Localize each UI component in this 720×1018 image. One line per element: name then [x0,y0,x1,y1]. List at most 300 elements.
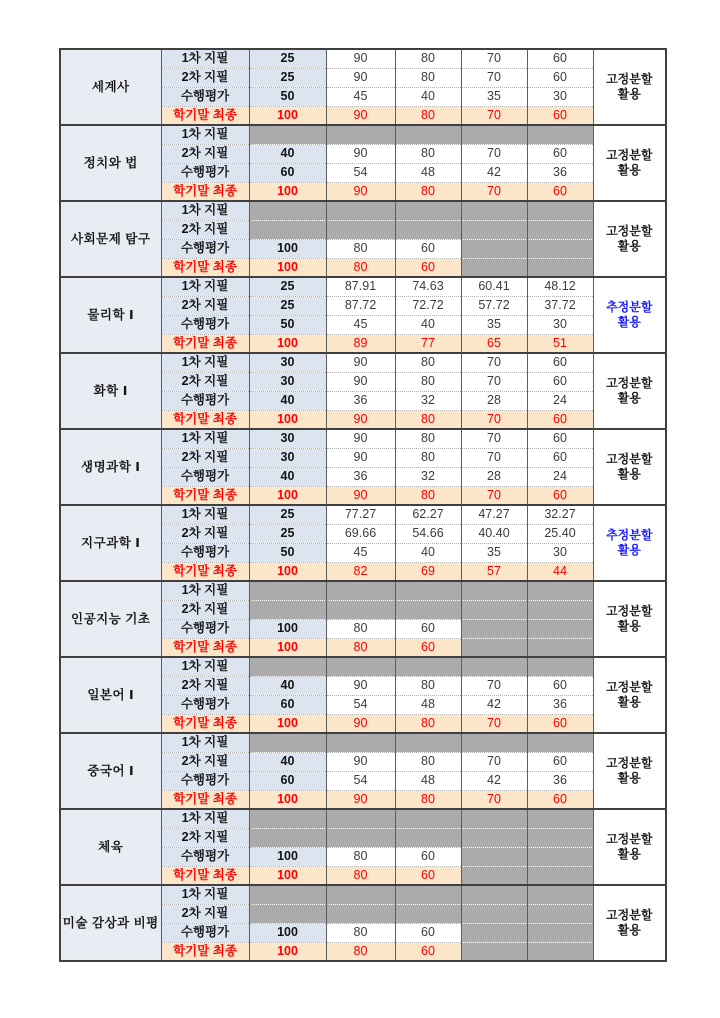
score-cell: 48 [395,163,461,182]
score-cell [326,885,395,904]
ratio-cell: 100 [249,334,326,353]
score-cell: 80 [326,619,395,638]
table-row [60,581,666,600]
row-label-cell: 학기말 최종 [161,182,249,201]
subject-cell: 미술 감상과 비평 [60,885,161,961]
row-label-cell: 학기말 최종 [161,714,249,733]
score-cell [527,239,593,258]
ratio-cell: 100 [249,638,326,657]
score-cell [527,201,593,220]
score-cell [461,923,527,942]
row-label-cell: 1차 지필 [161,429,249,448]
row-label-cell: 수행평가 [161,771,249,790]
row-label-cell: 수행평가 [161,391,249,410]
score-cell: 60 [527,714,593,733]
score-cell [326,657,395,676]
table-row [60,733,666,752]
split-method-cell: 고정분할 활용 [593,809,666,885]
subject-cell: 지구과학 Ⅰ [60,505,161,581]
score-cell: 70 [461,372,527,391]
score-cell: 60 [527,182,593,201]
score-cell [326,600,395,619]
row-label-cell: 2차 지필 [161,828,249,847]
ratio-cell: 100 [249,923,326,942]
ratio-cell: 25 [249,68,326,87]
ratio-cell [249,828,326,847]
score-cell [461,239,527,258]
score-cell [461,942,527,961]
score-cell: 90 [326,752,395,771]
score-cell: 90 [326,448,395,467]
score-cell [395,657,461,676]
document-page [59,48,667,962]
row-label-cell: 2차 지필 [161,600,249,619]
row-label-cell: 수행평가 [161,467,249,486]
score-cell: 32 [395,467,461,486]
score-cell: 90 [326,714,395,733]
score-cell: 65 [461,334,527,353]
row-label-cell: 1차 지필 [161,201,249,220]
score-cell [461,733,527,752]
split-method-cell: 추정분할 활용 [593,505,666,581]
score-cell: 60 [527,486,593,505]
score-cell: 32.27 [527,505,593,524]
row-label-cell: 2차 지필 [161,448,249,467]
ratio-cell: 50 [249,87,326,106]
score-cell: 60 [527,448,593,467]
score-cell: 89 [326,334,395,353]
score-cell: 70 [461,752,527,771]
row-label-cell: 1차 지필 [161,581,249,600]
score-cell [527,657,593,676]
score-cell [326,828,395,847]
score-cell [326,904,395,923]
score-cell: 37.72 [527,296,593,315]
ratio-cell: 25 [249,505,326,524]
row-label-cell: 수행평가 [161,87,249,106]
score-cell: 70 [461,353,527,372]
row-label-cell: 1차 지필 [161,49,249,68]
score-cell [326,125,395,144]
split-method-cell: 고정분할 활용 [593,49,666,125]
row-label-cell: 수행평가 [161,315,249,334]
score-cell: 28 [461,391,527,410]
ratio-cell: 100 [249,410,326,429]
score-cell [395,201,461,220]
score-cell: 60 [395,619,461,638]
score-cell [461,258,527,277]
subject-cell: 화학 Ⅰ [60,353,161,429]
ratio-cell [249,125,326,144]
score-cell: 60 [395,847,461,866]
ratio-cell: 100 [249,182,326,201]
row-label-cell: 1차 지필 [161,657,249,676]
score-cell: 60 [395,866,461,885]
ratio-cell: 100 [249,562,326,581]
ratio-cell: 40 [249,144,326,163]
row-label-cell: 수행평가 [161,847,249,866]
score-cell [527,809,593,828]
ratio-cell [249,657,326,676]
score-cell [527,885,593,904]
table-row [60,49,666,68]
score-cell: 60 [395,258,461,277]
row-label-cell: 학기말 최종 [161,638,249,657]
score-cell [395,220,461,239]
score-cell [527,258,593,277]
score-cell: 90 [326,486,395,505]
ratio-cell: 50 [249,543,326,562]
subject-cell: 인공지능 기초 [60,581,161,657]
score-cell: 80 [326,239,395,258]
score-cell: 36 [326,391,395,410]
ratio-cell: 25 [249,49,326,68]
score-cell [461,657,527,676]
score-cell: 87.91 [326,277,395,296]
score-cell [527,828,593,847]
score-cell: 74.63 [395,277,461,296]
score-cell [527,220,593,239]
score-cell: 70 [461,429,527,448]
score-cell: 70 [461,448,527,467]
score-cell: 60 [527,410,593,429]
score-cell: 60 [527,676,593,695]
row-label-cell: 2차 지필 [161,752,249,771]
row-label-cell: 2차 지필 [161,144,249,163]
score-cell: 82 [326,562,395,581]
score-cell: 42 [461,163,527,182]
row-label-cell: 2차 지필 [161,524,249,543]
split-method-cell: 고정분할 활용 [593,885,666,961]
score-cell [395,125,461,144]
row-label-cell: 수행평가 [161,695,249,714]
subject-cell: 중국어 Ⅰ [60,733,161,809]
score-cell: 60 [527,790,593,809]
score-cell [326,220,395,239]
score-cell: 70 [461,714,527,733]
row-label-cell: 학기말 최종 [161,334,249,353]
ratio-cell: 40 [249,391,326,410]
score-cell [395,828,461,847]
score-cell: 80 [395,410,461,429]
ratio-cell: 100 [249,714,326,733]
row-label-cell: 1차 지필 [161,353,249,372]
score-cell: 42 [461,771,527,790]
ratio-cell [249,885,326,904]
row-label-cell: 학기말 최종 [161,866,249,885]
score-cell: 80 [395,790,461,809]
score-cell: 54.66 [395,524,461,543]
score-cell: 35 [461,543,527,562]
score-cell: 80 [395,49,461,68]
score-cell: 60 [527,49,593,68]
score-cell [527,600,593,619]
ratio-cell [249,600,326,619]
score-cell: 36 [527,771,593,790]
ratio-cell: 50 [249,315,326,334]
score-cell: 60 [395,638,461,657]
split-method-cell: 추정분할 활용 [593,277,666,353]
score-cell [461,619,527,638]
score-cell: 60 [527,68,593,87]
table-row [60,429,666,448]
score-cell: 48 [395,771,461,790]
score-cell: 42 [461,695,527,714]
ratio-cell: 100 [249,106,326,125]
score-cell [395,885,461,904]
row-label-cell: 수행평가 [161,923,249,942]
score-cell: 90 [326,410,395,429]
score-cell: 80 [395,448,461,467]
score-cell: 80 [395,752,461,771]
ratio-cell: 25 [249,524,326,543]
score-cell: 80 [395,372,461,391]
score-cell [461,885,527,904]
table-row [60,505,666,524]
row-label-cell: 수행평가 [161,619,249,638]
score-cell: 70 [461,68,527,87]
score-cell: 90 [326,353,395,372]
score-cell: 69.66 [326,524,395,543]
score-cell: 80 [326,258,395,277]
score-cell: 90 [326,144,395,163]
row-label-cell: 학기말 최종 [161,106,249,125]
ratio-cell: 25 [249,296,326,315]
score-cell [461,847,527,866]
score-cell: 70 [461,410,527,429]
grade-ratio-table [59,48,667,962]
score-cell [395,581,461,600]
ratio-cell: 100 [249,486,326,505]
score-cell: 80 [395,353,461,372]
split-method-cell: 고정분할 활용 [593,353,666,429]
row-label-cell: 학기말 최종 [161,790,249,809]
row-label-cell: 2차 지필 [161,220,249,239]
subject-cell: 세계사 [60,49,161,125]
ratio-cell: 100 [249,619,326,638]
score-cell: 44 [527,562,593,581]
score-cell: 90 [326,790,395,809]
score-cell [461,201,527,220]
ratio-cell: 60 [249,163,326,182]
score-cell [326,809,395,828]
row-label-cell: 수행평가 [161,239,249,258]
score-cell: 80 [395,68,461,87]
row-label-cell: 1차 지필 [161,809,249,828]
row-label-cell: 학기말 최종 [161,410,249,429]
ratio-cell [249,220,326,239]
ratio-cell: 30 [249,372,326,391]
score-cell: 54 [326,163,395,182]
score-cell: 45 [326,87,395,106]
score-cell [461,638,527,657]
ratio-cell [249,581,326,600]
score-cell: 80 [395,714,461,733]
score-cell [395,809,461,828]
score-cell [326,733,395,752]
score-cell: 70 [461,106,527,125]
score-cell: 36 [326,467,395,486]
score-cell: 62.27 [395,505,461,524]
score-cell: 48 [395,695,461,714]
score-cell: 24 [527,391,593,410]
score-cell [395,733,461,752]
score-cell: 77.27 [326,505,395,524]
split-method-cell: 고정분할 활용 [593,581,666,657]
split-method-cell: 고정분할 활용 [593,429,666,505]
row-label-cell: 학기말 최종 [161,258,249,277]
score-cell: 35 [461,315,527,334]
subject-cell: 생명과학 Ⅰ [60,429,161,505]
score-cell: 77 [395,334,461,353]
score-cell: 40 [395,543,461,562]
ratio-cell: 40 [249,752,326,771]
table-row [60,353,666,372]
table-row [60,809,666,828]
ratio-cell: 60 [249,695,326,714]
ratio-cell: 30 [249,448,326,467]
ratio-cell: 100 [249,942,326,961]
subject-cell: 정치와 법 [60,125,161,201]
row-label-cell: 2차 지필 [161,68,249,87]
score-cell: 87.72 [326,296,395,315]
score-cell: 54 [326,695,395,714]
row-label-cell: 1차 지필 [161,277,249,296]
row-label-cell: 2차 지필 [161,904,249,923]
score-cell: 80 [395,144,461,163]
score-cell: 80 [395,676,461,695]
split-method-cell: 고정분할 활용 [593,733,666,809]
score-cell: 90 [326,106,395,125]
score-cell [326,201,395,220]
score-cell [326,581,395,600]
score-cell: 70 [461,144,527,163]
score-cell [461,904,527,923]
score-cell [527,866,593,885]
score-cell: 90 [326,372,395,391]
score-cell: 60.41 [461,277,527,296]
row-label-cell: 2차 지필 [161,372,249,391]
subject-cell: 물리학 Ⅰ [60,277,161,353]
score-cell [461,866,527,885]
ratio-cell: 30 [249,353,326,372]
score-cell: 60 [395,942,461,961]
score-cell: 80 [395,106,461,125]
ratio-cell: 100 [249,239,326,258]
score-cell: 32 [395,391,461,410]
row-label-cell: 1차 지필 [161,125,249,144]
score-cell: 60 [527,353,593,372]
table-row [60,125,666,144]
score-cell [395,600,461,619]
split-method-cell: 고정분할 활용 [593,201,666,277]
score-cell [527,638,593,657]
row-label-cell: 학기말 최종 [161,486,249,505]
score-cell: 60 [527,372,593,391]
score-cell [461,220,527,239]
ratio-cell [249,733,326,752]
score-cell [527,619,593,638]
table-row [60,277,666,296]
score-cell: 28 [461,467,527,486]
score-cell: 48.12 [527,277,593,296]
score-cell: 80 [395,429,461,448]
row-label-cell: 2차 지필 [161,676,249,695]
score-cell: 51 [527,334,593,353]
score-cell [461,581,527,600]
score-cell: 30 [527,315,593,334]
row-label-cell: 1차 지필 [161,733,249,752]
score-cell: 80 [395,486,461,505]
ratio-cell [249,904,326,923]
table-row [60,885,666,904]
score-cell: 45 [326,543,395,562]
score-cell: 80 [395,182,461,201]
subject-cell: 사회문제 탐구 [60,201,161,277]
ratio-cell [249,809,326,828]
ratio-cell: 100 [249,258,326,277]
score-cell: 70 [461,790,527,809]
ratio-cell: 30 [249,429,326,448]
score-cell: 54 [326,771,395,790]
score-cell: 57 [461,562,527,581]
ratio-cell: 60 [249,771,326,790]
table-row [60,657,666,676]
score-cell: 60 [527,144,593,163]
score-cell [527,923,593,942]
score-cell: 30 [527,543,593,562]
score-cell [527,733,593,752]
row-label-cell: 수행평가 [161,163,249,182]
row-label-cell: 학기말 최종 [161,942,249,961]
row-label-cell: 수행평가 [161,543,249,562]
subject-cell: 일본어 Ⅰ [60,657,161,733]
score-cell: 47.27 [461,505,527,524]
score-cell: 90 [326,49,395,68]
score-cell: 40 [395,87,461,106]
score-cell: 90 [326,182,395,201]
ratio-cell: 40 [249,676,326,695]
row-label-cell: 2차 지필 [161,296,249,315]
score-cell: 90 [326,676,395,695]
score-cell: 70 [461,49,527,68]
score-cell: 80 [326,847,395,866]
score-cell [527,125,593,144]
score-cell [461,828,527,847]
ratio-cell [249,201,326,220]
score-cell [527,581,593,600]
row-label-cell: 1차 지필 [161,505,249,524]
row-label-cell: 1차 지필 [161,885,249,904]
score-cell: 36 [527,163,593,182]
score-cell: 90 [326,68,395,87]
score-cell: 80 [326,638,395,657]
score-cell: 70 [461,676,527,695]
score-cell [527,904,593,923]
score-cell: 70 [461,182,527,201]
ratio-cell: 25 [249,277,326,296]
score-cell: 80 [326,923,395,942]
score-cell: 30 [527,87,593,106]
ratio-cell: 100 [249,847,326,866]
score-cell: 90 [326,429,395,448]
score-cell: 60 [527,752,593,771]
score-cell: 24 [527,467,593,486]
score-cell: 72.72 [395,296,461,315]
split-method-cell: 고정분할 활용 [593,125,666,201]
score-cell: 25.40 [527,524,593,543]
score-cell: 57.72 [461,296,527,315]
